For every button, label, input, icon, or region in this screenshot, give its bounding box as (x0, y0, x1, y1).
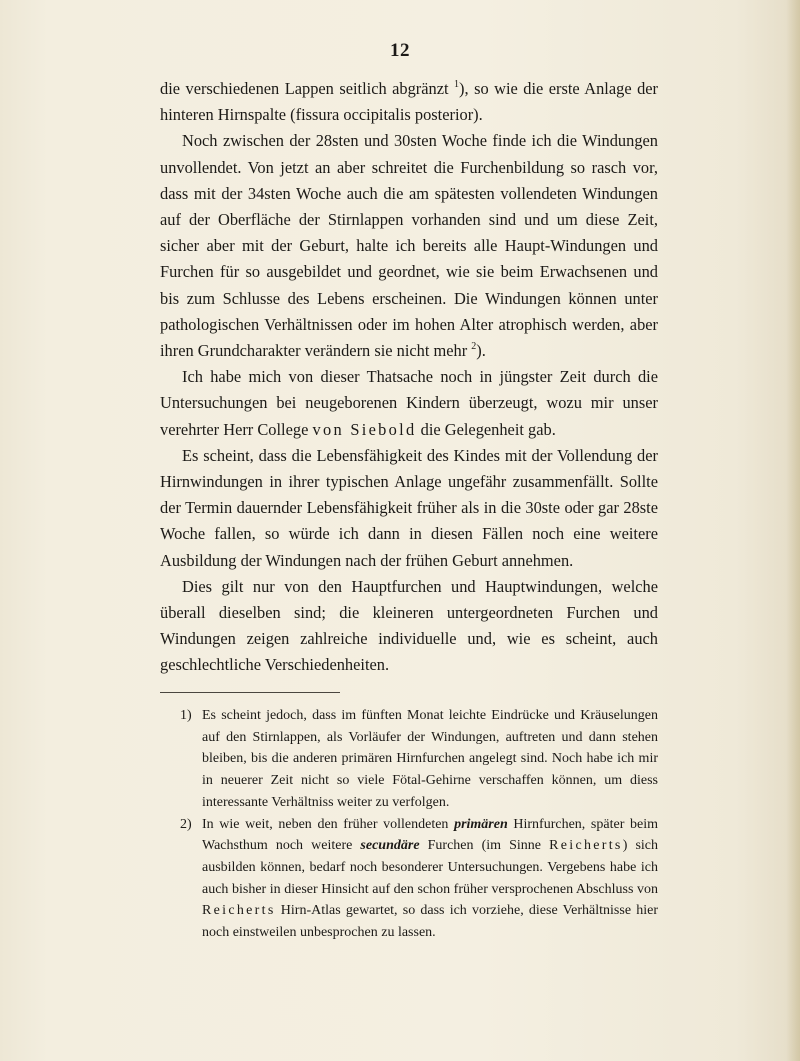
text-run: Noch zwischen der 28sten und 30sten Woche finde ich die Windungen unvollendet. Von jetzt an aber schreitet die Furchenbildung so rasch vor, dass mit der 34sten Woche auch die am spätesten vollendeten Windungen auf der Oberfläche der Stirnlappen vorhanden sind und um diese Zeit, sicher aber mit der Geburt, halte ich bereits alle Haupt-Windungen und Furchen für so ausgebildet und geordnet, wie sie beim Erwachsenen und bis zum Schlusse des Lebens erscheinen. Die Windungen können unter pathologischen Verhältnissen oder im hohen Alter atrophisch werden, aber ihren Grundcharakter verändern sie nicht mehr (160, 131, 658, 361)
footnotes (180, 705, 658, 944)
paragraph-0 (160, 76, 658, 128)
main-text (160, 76, 658, 679)
emphasis-primaeren: primären (454, 816, 508, 832)
person-name-reicherts: Reicherts (549, 838, 623, 854)
emphasis-secundaere: secundäre (360, 838, 420, 854)
text-run: Es scheint, dass die Lebensfähigkeit des Kindes mit der Vollendung der Hirnwindungen in ihrer typischen Anlage ungefähr zusammenfällt. Sollte der Termin dauernder Lebensfähigkeit früher als in die 30ste oder gar 28ste Woche fallen, so würde ich dann in diesen Fällen noch eine weitere Ausbildung der Windungen nach der frühen Geburt annehmen. (160, 445, 658, 570)
footnote-2 (180, 814, 658, 944)
text-run: Hirnfurchen, später beim Wachsthum noch weitere (202, 816, 658, 854)
footnote-ref-2: 2 (471, 340, 477, 352)
paragraph-1 (160, 128, 658, 364)
paragraph-2 (160, 364, 658, 443)
paragraph-4 (160, 574, 658, 679)
text-run: ). (476, 341, 486, 361)
text-run: Furchen (im Sinne (419, 838, 550, 854)
footnote-1 (180, 705, 658, 814)
text-run: Ich habe mich von dieser Thatsache noch in jüngster Zeit durch die Untersuchungen bei neugeborenen Kindern überzeugt, wozu mir unser verehrter Herr College (160, 367, 658, 439)
footnote-ref-1: 1 (454, 78, 460, 90)
paragraph-3 (160, 443, 658, 574)
text-run: In wie weit, neben den früher vollendeten (202, 816, 455, 832)
text-run: Es scheint jedoch, dass im fünften Monat leichte Eindrücke und Kräuselungen auf den Stirnlappen, als Vorläufer der Windungen, auftreten und dann stehen bleiben, bis die anderen primären Hirnfurchen angelegt sind. Noch habe ich mir in neuerer Zeit nicht so viele Fötal-Gehirne verschaffen können, um diess interessante Verhältniss weiter zu verfolgen. (202, 708, 658, 810)
page-edge-shadow (786, 0, 800, 1061)
page-number: 12 (390, 40, 410, 61)
footnote-separator (160, 692, 340, 693)
person-name-reicherts: Reicherts (202, 903, 276, 919)
footnote-number: 1) (180, 708, 192, 723)
footnote-number: 2) (180, 816, 192, 832)
person-name-siebold: von Siebold (312, 419, 417, 439)
text-run: ) sich ausbilden können, bedarf noch besonderer Untersuchungen. Vergebens habe ich auch bisher in dieser Hinsicht auf den schon früher versprochenen Abschluss von (202, 838, 658, 897)
text-run: ), so wie die erste Anlage der hinteren Hirnspalte (fissura occipitalis posterior). (160, 79, 658, 125)
text-run: Dies gilt nur von den Hauptfurchen und Hauptwindungen, welche überall dieselben sind; die kleineren untergeordneten Furchen und Windungen zeigen zahlreiche individuelle und, wie es scheint, auch geschlechtliche Verschiedenheiten. (160, 576, 658, 675)
text-run: Hirn-Atlas gewartet, so dass ich vorziehe, diese Verhältnisse hier noch einstweilen unbesprochen zu lassen. (202, 903, 658, 941)
text-run: die verschiedenen Lappen seitlich abgränzt (160, 79, 455, 98)
text-run: die Gelegenheit gab. (416, 419, 556, 439)
